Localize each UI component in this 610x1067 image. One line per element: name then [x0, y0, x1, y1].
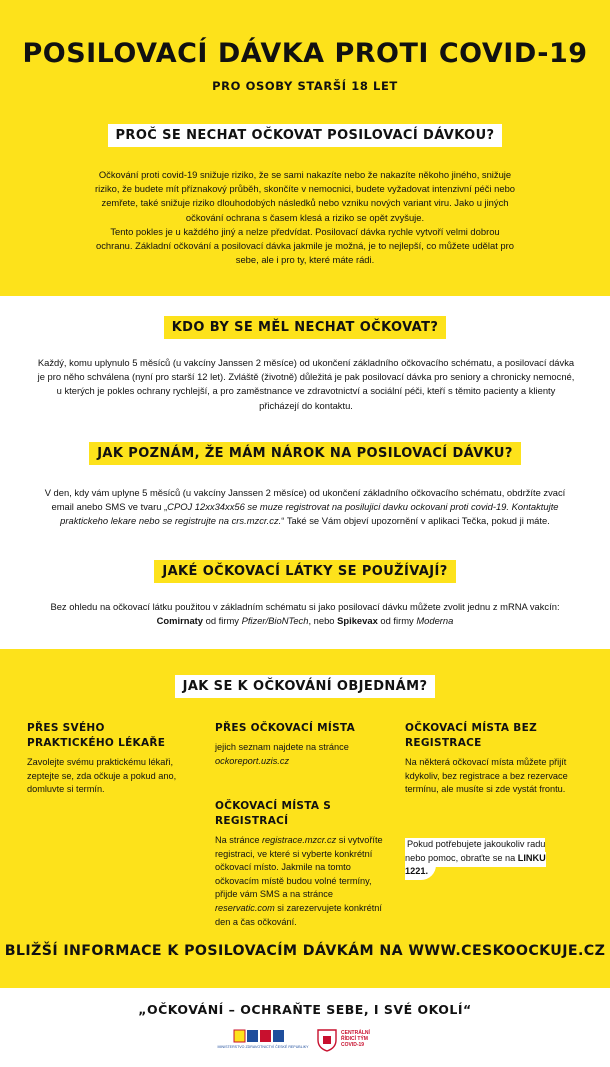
no-registration-heading: OČKOVACÍ MÍSTA BEZ REGISTRACE	[405, 722, 537, 749]
manufacturer-pfizer: Pfizer/BioNTech	[241, 615, 309, 627]
registration-text-b: si vytvoříte registraci, ve které si vyberte konkrétní očkovací místo. Jakmile na tomto očkovacím místě budou volné termíny, přijde vám SMS a na stránce	[215, 835, 383, 900]
sms-example: CPOJ 12xx34xx56 se muze registrovat na posilujici davku ockovani proti covid-19. Kontaktujte praktickeho lekare nebo se registrujte na crs.mzcr.cz.	[60, 501, 559, 527]
crt-logo	[316, 1028, 386, 1052]
sites-column	[215, 721, 385, 768]
more-info-line: BLIŽŠÍ INFORMACE K POSILOVACÍM DÁVKÁM NA WWW.CESKOOCKUJE.CZ	[4, 943, 606, 959]
ministry-logo-caption: MINISTERSTVO ZDRAVOTNICTVÍ ČESKÉ REPUBLIKY	[217, 1045, 309, 1049]
eligibility-text-b: “ Také se Vám objeví upozornění v aplikaci Tečka, pokud ji máte.	[281, 515, 550, 527]
sites-text	[215, 741, 385, 768]
vaccine-comirnaty: Comirnaty	[156, 615, 204, 627]
ministry-logo-mark	[217, 1030, 309, 1050]
help-box	[405, 833, 565, 879]
sites-text-label: jejich seznam najdete na stránce	[215, 742, 349, 752]
no-registration-text: Na některá očkovací místa můžete přijít kdykoliv, bez registrace a bez rezervace termínu, ale musíte si zde vystát frontu.	[405, 757, 568, 795]
info-section	[0, 296, 610, 649]
eligibility-heading: JAK POZNÁM, ŽE MÁM NÁROK NA POSILOVACÍ DÁVKU?	[89, 442, 521, 465]
slogan: „OČKOVÁNÍ – OCHRAŇTE SEBE, I SVÉ OKOLÍ“	[138, 1002, 472, 1017]
crt-logo-line-2: ŘÍDICÍ TÝM	[341, 1036, 368, 1042]
registration-text-c: si zarezervujete konkrétní den a čas očkování.	[215, 902, 382, 927]
gp-heading: PŘES SVÉHO PRAKTICKÉHO LÉKAŘE	[27, 722, 166, 749]
no-registration-column	[405, 721, 580, 797]
gp-text: Zavolejte svému praktickému lékaři, zeptejte se, zda očkuje a pokud ano, domluvte si termín.	[27, 757, 177, 795]
vaccines-heading: JAKÉ OČKOVACÍ LÁTKY SE POUŽÍVAJÍ?	[154, 560, 455, 583]
vaccines-or: , nebo	[308, 615, 338, 627]
booking-heading: JAK SE K OČKOVÁNÍ OBJEDNÁM?	[175, 675, 436, 698]
vaccines-from-1: od firmy	[203, 615, 242, 627]
help-text	[405, 838, 565, 879]
crt-logo-line-1: CENTRÁLNÍ	[341, 1030, 370, 1036]
why-paragraph-1: Očkování proti covid-19 snižuje riziko, že se sami nakazíte nebo že nakazíte někoho jiného, snižuje riziko, že budete mít příznakový průběh, skončíte v nemocnici, budete vyžadovat intenzivní péči nebo zemřete, také snižuje riziko dlouhodobých následků nebo vzniku nových variant viru. Jako u jiných očkování ochrana s časem klesá a riziko se opět zvyšuje.	[94, 169, 516, 223]
registrace-link[interactable]: registrace.mzcr.cz	[261, 835, 337, 845]
help-text-label: Pokud potřebujete jakoukoliv radu nebo pomoc, obraťte se na	[405, 839, 546, 863]
why-text	[94, 168, 516, 267]
vaccine-spikevax: Spikevax	[337, 615, 378, 627]
why-paragraph-2: Tento pokles je u každého jiný a nelze předvídat. Posilovací dávka rychle vytvoří velmi dobrou ochranu. Základní očkování a posilovací dávka jakmile je možná, je to nejlepší, co můžete udělat pro sebe, ale i pro ty, které máte rádi.	[96, 225, 514, 266]
crt-crest-icon	[316, 1028, 338, 1052]
who-heading: KDO BY SE MĚL NECHAT OČKOVAT?	[164, 316, 447, 339]
why-heading: PROČ SE NECHAT OČKOVAT POSILOVACÍ DÁVKOU?	[108, 124, 503, 147]
manufacturer-moderna: Moderna	[416, 615, 454, 627]
registration-text	[215, 834, 385, 929]
booking-section	[0, 649, 610, 988]
ockoreport-link[interactable]: ockoreport.uzis.cz	[215, 755, 290, 766]
registration-text-a: Na stránce	[215, 835, 262, 845]
intro-section	[0, 0, 610, 296]
reservatic-link[interactable]: reservatic.com	[215, 902, 275, 913]
vaccines-text-a: Bez ohledu na očkovací látku použitou v základním schématu si jako posilovací dávku můžete zvolit jednu z mRNA vakcín:	[50, 601, 560, 612]
sites-heading: PŘES OČKOVACÍ MÍSTA	[215, 722, 356, 734]
gp-column	[27, 721, 192, 797]
vaccines-from-2: od firmy	[377, 615, 417, 627]
page-title: POSILOVACÍ DÁVKA PROTI COVID-19	[22, 38, 588, 69]
eligibility-text	[40, 486, 570, 529]
eligibility-text-a: V den, kdy vám uplyne 5 měsíců (u vakcíny Janssen 2 měsíce) od ukončení základního očkovacího schématu, obdržíte zvací email anebo SMS ve tvaru „	[44, 487, 566, 513]
registration-column	[215, 799, 385, 929]
help-line: LINKU 1221.	[405, 852, 546, 877]
vaccines-text	[30, 600, 580, 628]
crt-logo-line-3: COVID-19	[341, 1042, 365, 1048]
registration-heading: OČKOVACÍ MÍSTA S REGISTRACÍ	[215, 800, 332, 827]
page-subtitle: PRO OSOBY STARŠÍ 18 LET	[212, 79, 398, 93]
crt-logo-text	[341, 1030, 389, 1048]
who-text: Každý, komu uplynulo 5 měsíců (u vakcíny Janssen 2 měsíce) od ukončení základního očkovacího schématu, a posilovací dávka je pro něho schválena (nyní pro starší 12 let). Zvláště (životně) důležitá je pak posilovací dávka pro seniory a chronicky nemocné, u kterých je pokles ochrany rychlejší, a pro zaměstnance ve zdravotnictví a sociální péči, kteří s těmito pacienty a klienty přicházejí do kontaktu.	[37, 357, 575, 411]
footer	[0, 988, 610, 1067]
ministry-logo	[217, 1030, 309, 1050]
